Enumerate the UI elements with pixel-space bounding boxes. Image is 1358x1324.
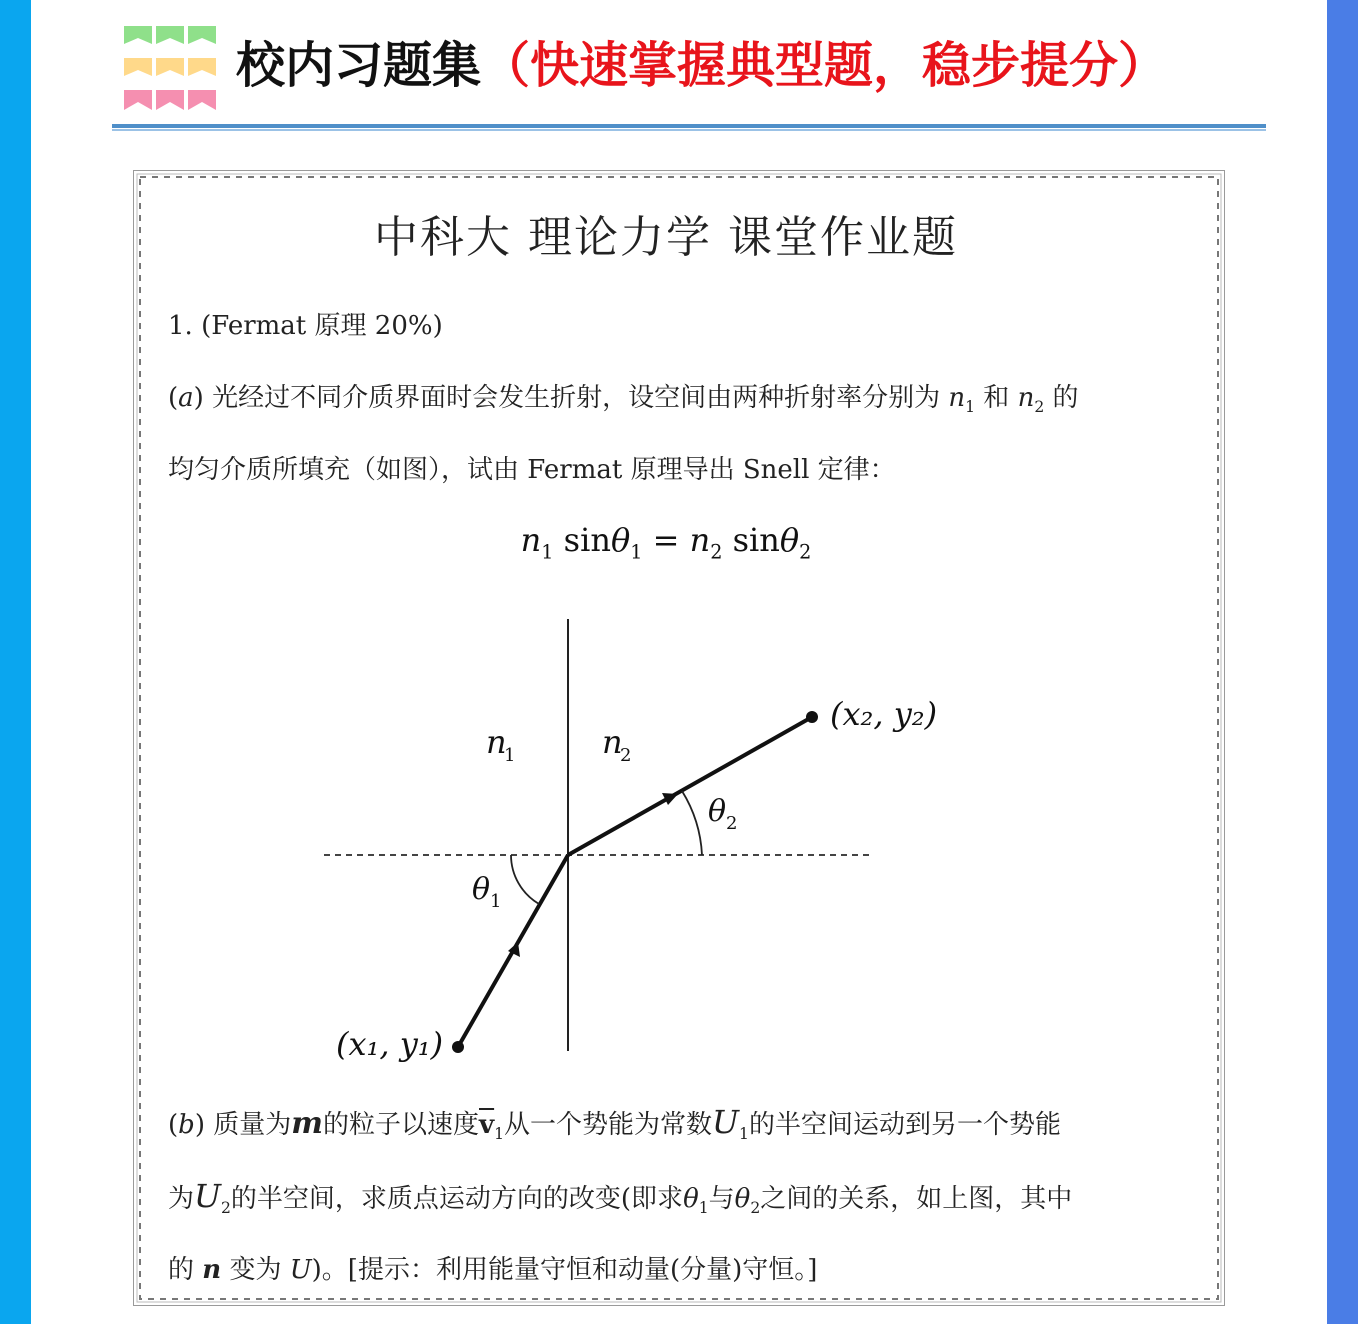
velocity-subscript: 1 [494,1125,505,1144]
paren-open-b: ( [168,1110,179,1140]
theta1-inline-sub: 1 [698,1199,709,1218]
formula-sin2: sin [732,521,780,559]
part-b-tag: b [178,1110,195,1140]
theta1-inline: θ [683,1184,699,1214]
u2-symbol: U [194,1177,221,1215]
header-divider-light [112,129,1266,131]
n2-subscript: 2 [1034,398,1045,417]
part-b-text-b: 的粒子以速度 [322,1110,479,1140]
formula-theta2-sub: 2 [799,540,812,564]
u1-symbol: U [712,1103,740,1141]
label-n1: n [486,723,507,761]
formula-equals: = [652,521,680,559]
page-title [236,36,1167,96]
part-b-line3-a: 的 [168,1255,195,1285]
title-main: 校内习题集 [236,37,482,94]
part-a-end: 的 [1052,383,1079,413]
velocity-symbol: $\overline{v}$ [479,1110,495,1140]
u-inline: U [289,1255,312,1285]
part-a-text: ) 光经过不同介质界面时会发生折射，设空间由两种折射率分别为 [193,383,941,413]
paren-open: ( [168,383,179,413]
label-point-2: (x₂, y₂) [830,695,938,733]
part-a-line-2: 均匀介质所填充（如图），试由 Fermat 原理导出 Snell 定律： [168,455,896,485]
label-theta2-sub: 2 [726,813,738,834]
part-b-line2-d: 之间的关系，如上图，其中 [760,1184,1073,1214]
part-b-text-d: 的半空间运动到另一个势能 [748,1110,1061,1140]
part-b-line2-c: 与 [708,1184,735,1214]
page-header [112,18,1266,133]
part-b-line-1 [168,1103,1061,1143]
problem-label: 1. (Fermat 原理 20%) [168,311,443,341]
part-b-line3-b: 变为 [229,1255,282,1285]
label-theta1-sub: 1 [490,891,502,912]
part-b-line2-a: 为 [168,1184,195,1214]
right-accent-bar [1327,0,1358,1324]
point-2 [806,711,818,723]
theta2-inline: θ [734,1184,751,1214]
problem-card [136,173,1222,1303]
formula-n1-sub: 1 [541,540,554,564]
formula-theta1: θ [610,521,631,559]
label-theta2: θ [708,794,727,829]
snell-formula [136,521,1196,563]
part-b-text-a: ) 质量为 [194,1110,292,1140]
label-n2-sub: 2 [620,745,632,766]
label-point-1: (x₁, y₁) [336,1025,444,1063]
part-b-line2-b: 的半空间，求质点运动方向的改变(即求 [230,1184,684,1214]
label-theta1: θ [472,872,491,907]
part-b-line-3 [168,1249,817,1286]
document-title: 中科大 理论力学 课堂作业题 [374,212,958,263]
part-b-line3-c: )。[提示：利用能量守恒和动量(分量)守恒。] [311,1255,818,1285]
n1-subscript: 1 [965,398,976,417]
part-a-tag: a [178,383,194,413]
formula-n2: n [689,521,711,559]
formula-theta1-sub: 1 [630,540,643,564]
label-n2: n [602,723,623,761]
theta1-arc [511,855,539,904]
title-subtitle: （快速掌握典型题，稳步提分） [481,37,1168,94]
formula-n1: n [520,521,542,559]
label-n1-sub: 1 [504,745,516,766]
n1-symbol: n [948,383,966,413]
refraction-diagram [306,603,966,1073]
u2-subscript: 2 [220,1199,231,1218]
left-accent-bar [0,0,31,1324]
point-1 [452,1041,464,1053]
theta2-arc [682,791,702,855]
u1-subscript: 1 [739,1125,749,1144]
part-b-text-c: 从一个势能为常数 [504,1110,713,1140]
mass-symbol: m [291,1106,323,1141]
formula-theta2: θ [779,521,800,559]
theta2-inline-sub: 2 [750,1199,761,1218]
formula-sin1: sin [563,521,611,559]
and-word: 和 [983,383,1010,413]
part-a-line-1 [168,377,1079,416]
formula-n2-sub: 2 [710,540,723,564]
n-inline: n [202,1255,222,1285]
bunting-flags-icon [122,22,218,118]
n2-symbol: n [1017,383,1035,413]
header-divider [112,124,1266,128]
part-b-line-2 [168,1177,1072,1217]
